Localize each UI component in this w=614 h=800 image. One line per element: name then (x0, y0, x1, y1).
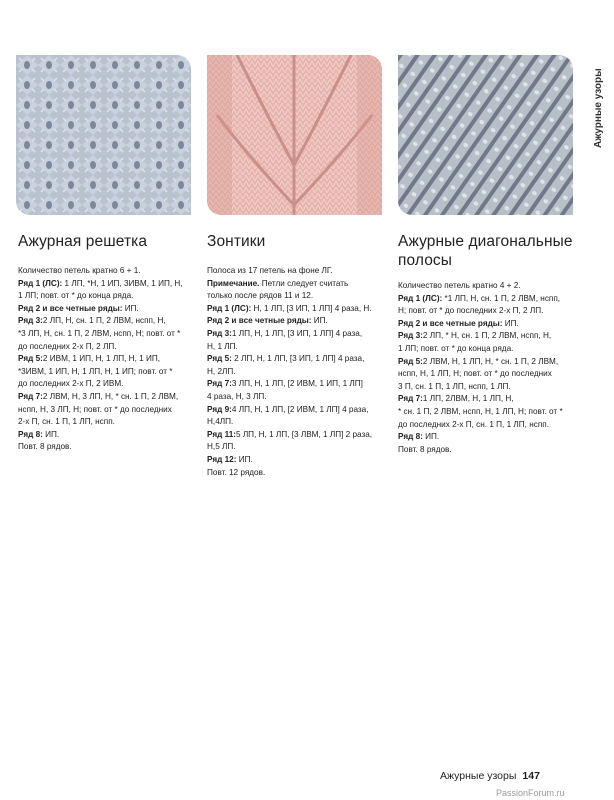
instruction-line: Количество петель кратно 6 + 1. (18, 266, 141, 275)
instruction-line: 1 ЛП; повт. от * до конца ряда. (398, 343, 514, 353)
instruction-line: Ряд 1 (ЛС): Н, 1 ЛП, [3 ИП, 1 ЛП] 4 раза, Н. (207, 303, 372, 313)
section-side-tab-label: Ажурные узоры (593, 68, 604, 148)
instruction-line: Ряд 2 и все четные ряды: ИП. (398, 318, 519, 328)
pattern-instructions (398, 280, 573, 456)
instruction-line: Ряд 7:1 ЛП, 2ЛВМ, Н, 1 ЛП, Н, (398, 394, 514, 404)
pattern-instructions (207, 265, 377, 479)
instruction-line: Ряд 1 (ЛС): 1 ЛП, *Н, 1 ИП, 3ИВМ, 1 ИП, Н, (18, 278, 183, 288)
instruction-line: 3 П, сн. 1 П, 1 ЛП, нспп, 1 ЛП. (398, 381, 511, 391)
footer-section-name: Ажурные узоры (440, 770, 517, 782)
instruction-line: 4 раза, Н, 3 ЛП. (207, 391, 267, 401)
instruction-line: Ряд 3:1 ЛП, Н, 1 ЛП, [3 ИП, 1 ЛП] 4 раза, (207, 328, 363, 338)
pattern-instructions (18, 265, 190, 454)
pattern-title: Ажурные диагональные полосы (398, 233, 573, 269)
instruction-line: до последних 2-х П, сн. 1 П, 1 ЛП, нспп. (398, 419, 549, 429)
instruction-line: Ряд 3:2 ЛП, Н, сн. 1 П, 2 ЛВМ, нспп, Н, (18, 316, 166, 326)
instruction-line: Ряд 8: ИП. (18, 429, 60, 439)
instruction-line: Повт. 8 рядов. (18, 442, 72, 452)
instruction-line: только после рядов 11 и 12. (207, 291, 314, 301)
instruction-line: до последних 2-х П, 2 ЛП. (18, 341, 117, 351)
instruction-line: Н; повт. от * до последних 2-х П, 2 ЛП. (398, 306, 544, 316)
instruction-line: Ряд 5: 2 ЛП, Н, 1 ЛП, [3 ИП, 1 ЛП] 4 раза, (207, 354, 365, 364)
instruction-line: Ряд 2 и все четные ряды: ИП. (207, 316, 328, 326)
instruction-line: *3ИВМ, 1 ИП, Н, 1 ЛП, Н, 1 ИП; повт. от * (18, 366, 173, 376)
instruction-line: Н, 1 ЛП. (207, 341, 238, 351)
instruction-line: Ряд 12: ИП. (207, 454, 253, 464)
instruction-line: Ряд 7:2 ЛВМ, Н, 3 ЛП, Н, * сн. 1 П, 2 ЛВМ, (18, 391, 179, 401)
instruction-line: * сн. 1 П, 2 ЛВМ, нспп, Н, 1 ЛП, Н; повт. от * (398, 406, 563, 416)
instruction-line: 1 ЛП; повт. от * до конца ряда. (18, 291, 134, 301)
instruction-line: Ряд 1 (ЛС): *1 ЛП, Н, сн. 1 П, 2 ЛВМ, нспп, (398, 293, 561, 303)
page-number: 147 (522, 770, 540, 782)
instruction-line: Количество петель кратно 4 + 2. (398, 281, 521, 290)
instruction-line: Повт. 12 рядов. (207, 467, 266, 477)
swatch-photo-diagonal-stripes (398, 55, 573, 215)
pattern-column-2 (207, 232, 377, 479)
swatch-photo-lace-grid (16, 55, 191, 215)
instruction-line: до последних 2-х П, 2 ИВМ. (18, 379, 124, 389)
instruction-line: Ряд 9:4 ЛП, Н, 1 ЛП, [2 ИВМ, 1 ЛП] 4 раза, (207, 404, 369, 414)
pattern-title: Ажурная решетка (18, 233, 148, 250)
section-side-tab (590, 0, 614, 150)
instruction-line: Ряд 11:5 ЛП, Н, 1 ЛП, [3 ЛВМ, 1 ЛП] 2 раза, (207, 429, 373, 439)
pattern-title: Зонтики (207, 233, 266, 250)
pattern-column-1 (18, 232, 190, 454)
instruction-line: *3 ЛП, Н, сн. 1 П, 2 ЛВМ, нспп, Н; повт. от * (18, 328, 181, 338)
instruction-line: Ряд 5:2 ИВМ, 1 ИП, Н, 1 ЛП, Н, 1 ИП, (18, 354, 161, 364)
instruction-line: Ряд 3:2 ЛП, * Н, сн. 1 П, 2 ЛВМ, нспп, Н, (398, 331, 552, 341)
instruction-line: Повт. 8 рядов. (398, 444, 452, 454)
instruction-line: Н,5 ЛП. (207, 442, 236, 452)
instruction-line: нспп, Н, 3 ЛП, Н; повт. от * до последних (18, 404, 172, 414)
instruction-line: Н,4ЛП. (207, 417, 234, 427)
instruction-line: Н, 2ЛП. (207, 366, 236, 376)
instruction-line: 2-х П, сн. 1 П, 1 ЛП, нспп. (18, 417, 115, 427)
watermark: PassionForum.ru (496, 788, 565, 798)
instruction-line: Ряд 7:3 ЛП, Н, 1 ЛП, [2 ИВМ, 1 ИП, 1 ЛП] (207, 379, 363, 389)
swatch-photo-umbrellas (207, 55, 382, 215)
instruction-line: Полоса из 17 петель на фоне ЛГ. (207, 266, 333, 275)
instruction-line: Примечание. Петли следует считать (207, 278, 349, 288)
instruction-line: нспп, Н, 1 ЛП, Н; повт. от * до последних (398, 369, 552, 379)
instruction-line: Ряд 5:2 ЛВМ, Н, 1 ЛП, Н, * сн. 1 П, 2 ЛВМ, (398, 356, 559, 366)
instruction-line: Ряд 8: ИП. (398, 432, 440, 442)
instruction-line: Ряд 2 и все четные ряды: ИП. (18, 303, 139, 313)
page-footer (440, 770, 540, 782)
pattern-column-3 (398, 232, 573, 456)
